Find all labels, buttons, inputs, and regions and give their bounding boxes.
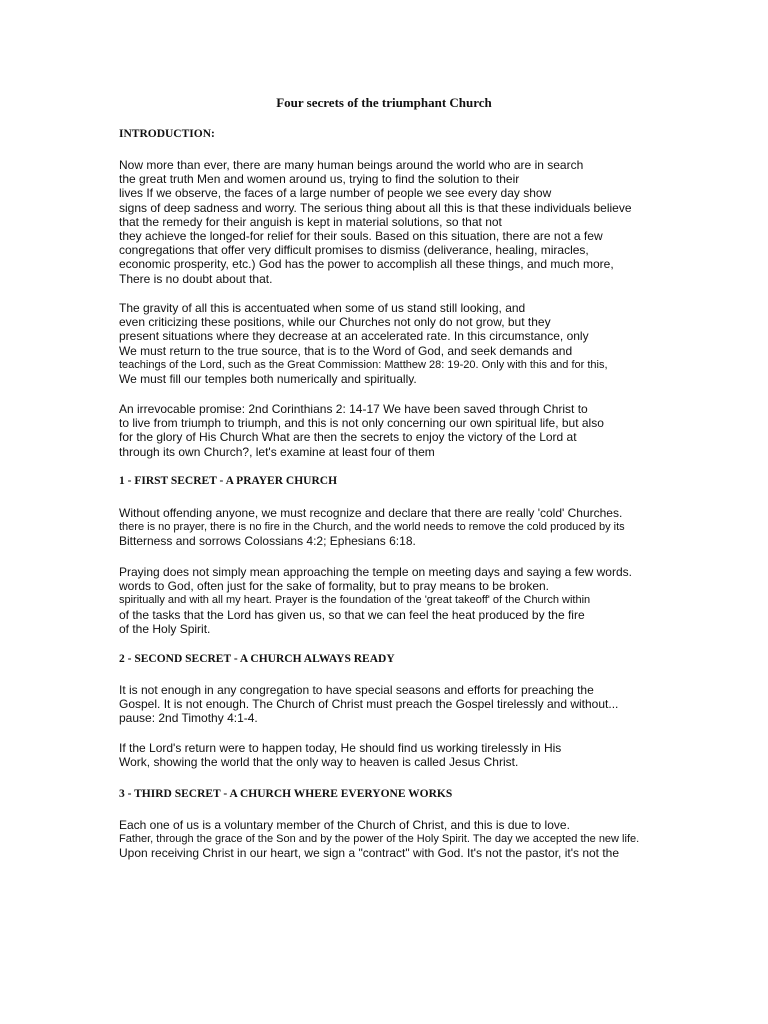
- text-line: the great truth Men and women around us, trying to find the solution to their: [119, 172, 520, 187]
- section-heading-first-secret: 1 - FIRST SECRET - A PRAYER CHURCH: [119, 475, 338, 487]
- text-line: It is not enough in any congregation to have special seasons and efforts for preaching the: [119, 683, 594, 697]
- text-line: Upon receiving Christ in our heart, we sign a "contract" with God. It's not the pastor, it's not the: [119, 846, 620, 861]
- text-line: they achieve the longed-for relief for their souls. Based on this situation, there are not a few: [119, 228, 603, 243]
- text-line: spiritually and with all my heart. Prayer is the foundation of the 'great takeoff' of the Church within: [119, 594, 591, 607]
- intro-paragraph-3: [119, 402, 604, 459]
- text-line: even criticizing these positions, while our Churches not only do not grow, but they: [119, 315, 551, 330]
- text-line: words to God, often just for the sake of formality, but to pray means to be broken.: [119, 579, 549, 594]
- text-line: for the glory of His Church What are then the secrets to enjoy the victory of the Lord at: [119, 430, 577, 445]
- text-line: present situations where they decrease at an accelerated rate. In this circumstance, only: [119, 329, 589, 344]
- text-line: that the remedy for their anguish is kept in material solutions, so that not: [119, 214, 502, 229]
- text-line: through its own Church?, let's examine at least four of them: [119, 444, 435, 459]
- text-line: Work, showing the world that the only way to heaven is called Jesus Christ.: [119, 755, 519, 770]
- text-line: congregations that offer very difficult promises to dismiss (deliverance, healing, miracles,: [119, 243, 589, 258]
- text-line: Praying does not simply mean approaching the temple on meeting days and saying a few words.: [119, 565, 632, 579]
- text-line: lives If we observe, the faces of a large number of people we see every day show: [119, 186, 552, 201]
- text-line: If the Lord's return were to happen today, He should find us working tirelessly in His: [119, 741, 562, 755]
- introduction-heading: INTRODUCTION:: [119, 128, 215, 140]
- text-line: We must fill our temples both numerically and spiritually.: [119, 371, 417, 386]
- third-secret-paragraph-1: [119, 818, 639, 861]
- text-line: Now more than ever, there are many human beings around the world who are in search: [119, 158, 584, 172]
- text-line: An irrevocable promise: 2nd Corinthians 2: 14-17 We have been saved through Christ to: [119, 402, 588, 416]
- text-line: Father, through the grace of the Son and by the power of the Holy Spirit. The day we accepted the new life.: [119, 833, 640, 846]
- second-secret-paragraph-2: [119, 741, 561, 769]
- text-line: Each one of us is a voluntary member of the Church of Christ, and this is due to love.: [119, 818, 570, 832]
- text-line: pause: 2nd Timothy 4:1-4.: [119, 711, 258, 726]
- text-line: of the Holy Spirit.: [119, 621, 211, 636]
- intro-paragraph-1: [119, 158, 632, 286]
- text-line: there is no prayer, there is no fire in the Church, and the world needs to remove the cold produced by its: [119, 521, 625, 534]
- text-line: to live from triumph to triumph, and this is not only concerning our own spiritual life, but also: [119, 416, 604, 431]
- text-line: The gravity of all this is accentuated when some of us stand still looking, and: [119, 301, 526, 315]
- text-line: We must return to the true source, that is to the Word of God, and seek demands and: [119, 343, 573, 358]
- first-secret-paragraph-1: [119, 506, 625, 549]
- text-line: Bitterness and sorrows Colossians 4:2; Ephesians 6:18.: [119, 534, 416, 549]
- text-line: economic prosperity, etc.) God has the power to accomplish all these things, and much more,: [119, 257, 614, 272]
- first-secret-paragraph-2: [119, 565, 632, 636]
- page-title: Four secrets of the triumphant Church: [276, 95, 492, 110]
- intro-paragraph-2: [119, 301, 608, 386]
- section-heading-second-secret: 2 - SECOND SECRET - A CHURCH ALWAYS READY: [119, 653, 395, 665]
- section-heading-third-secret: 3 - THIRD SECRET - A CHURCH WHERE EVERYONE WORKS: [119, 788, 453, 800]
- text-line: signs of deep sadness and worry. The serious thing about all this is that these individuals believe: [119, 200, 632, 215]
- text-line: Without offending anyone, we must recognize and declare that there are really 'cold' Churches.: [119, 506, 623, 520]
- text-line: There is no doubt about that.: [119, 271, 273, 286]
- text-line: Gospel. It is not enough. The Church of Christ must preach the Gospel tirelessly and without...: [119, 697, 619, 712]
- second-secret-paragraph-1: [119, 683, 618, 726]
- text-line: teachings of the Lord, such as the Great Commission: Matthew 28: 19-20. Only with this and for this,: [119, 358, 608, 371]
- text-line: of the tasks that the Lord has given us, so that we can feel the heat produced by the fire: [119, 607, 585, 622]
